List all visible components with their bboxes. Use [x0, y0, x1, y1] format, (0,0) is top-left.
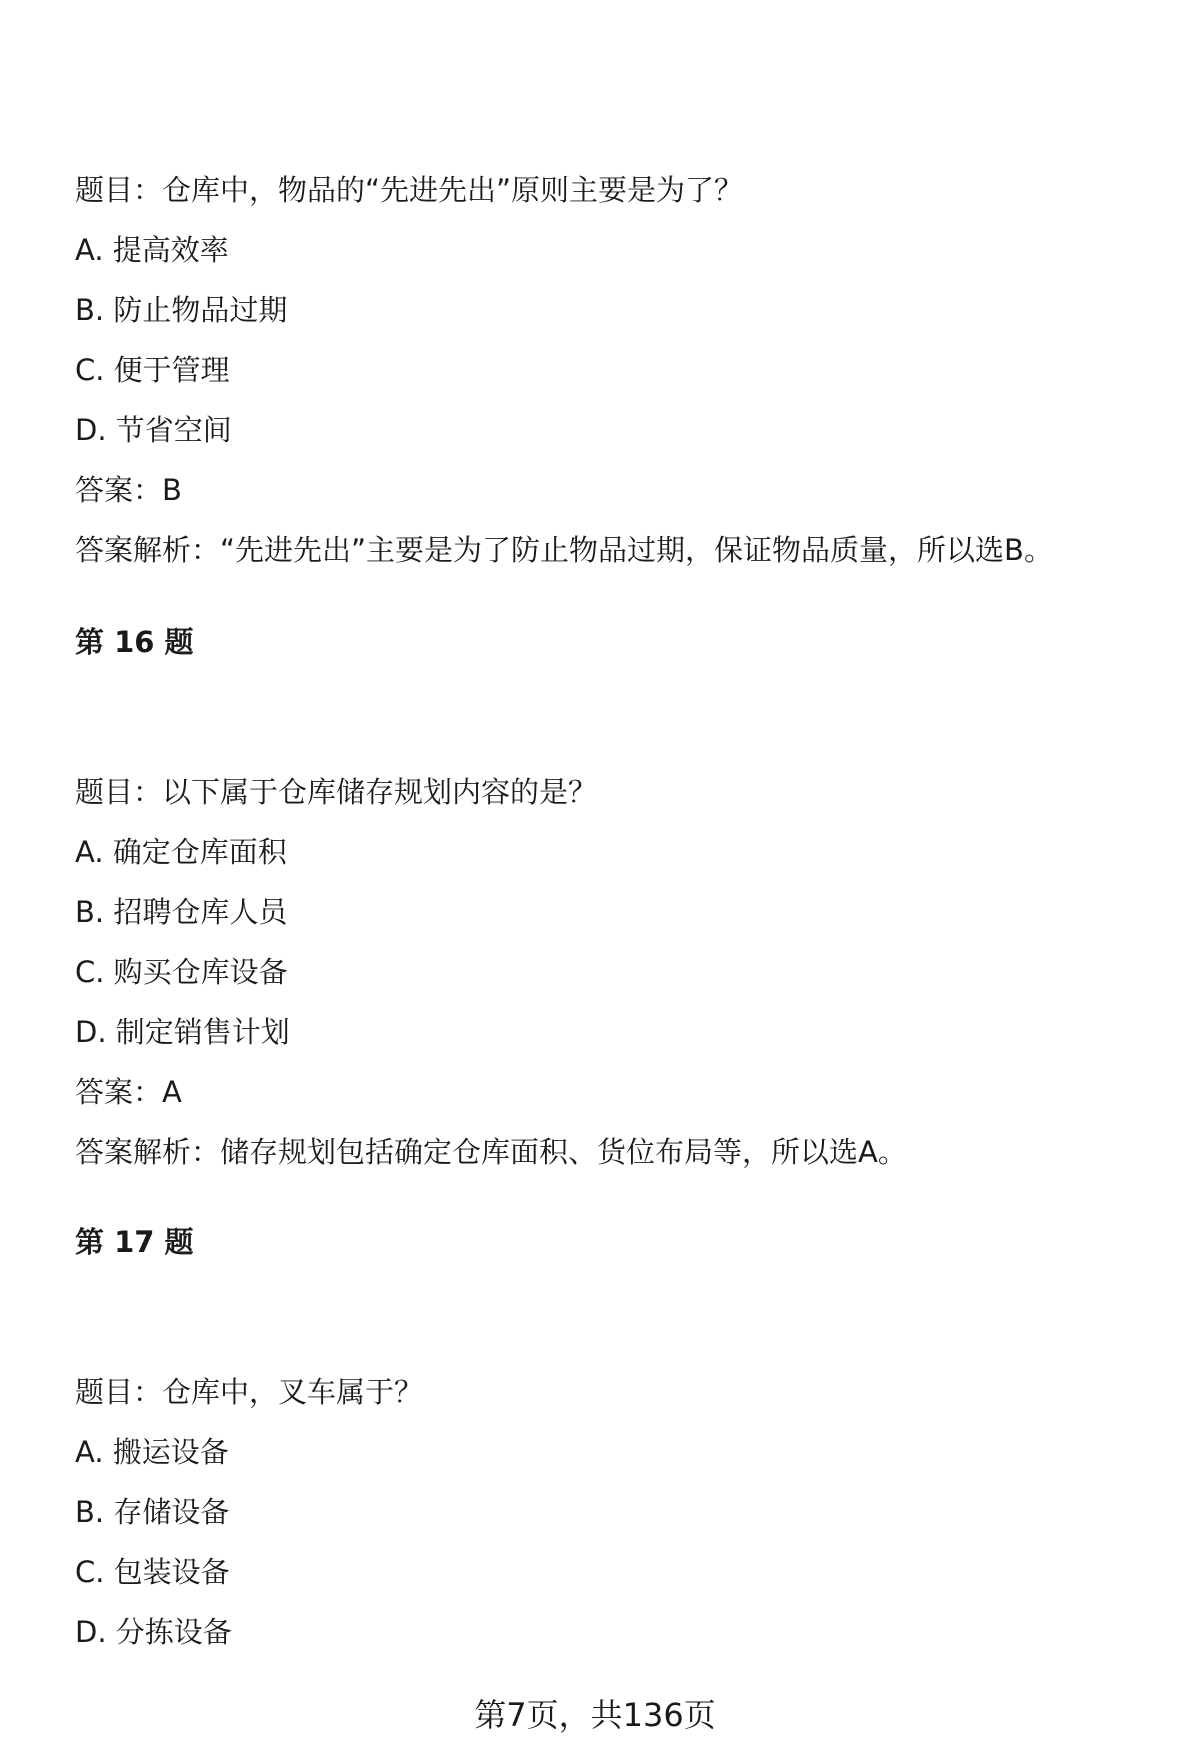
option-a: A. 提高效率 [75, 233, 229, 267]
option-b: B. 招聘仓库人员 [75, 895, 288, 929]
option-d: D. 分拣设备 [75, 1615, 232, 1649]
option-b: B. 存储设备 [75, 1495, 230, 1529]
option-b: B. 防止物品过期 [75, 293, 288, 327]
option-c: C. 包装设备 [75, 1555, 230, 1589]
answer: 答案：B [75, 473, 182, 507]
option-a: A. 搬运设备 [75, 1435, 229, 1469]
answer-analysis: 答案解析：“先进先出”主要是为了防止物品过期，保证物品质量，所以选B。 [75, 533, 1053, 567]
question-text: 题目：仓库中，物品的“先进先出”原则主要是为了？ [75, 173, 744, 207]
question-text: 题目：仓库中，叉车属于？ [75, 1375, 424, 1409]
option-d: D. 节省空间 [75, 413, 232, 447]
option-c: C. 便于管理 [75, 353, 230, 387]
option-a: A. 确定仓库面积 [75, 835, 287, 869]
page-number: 第7页，共136页 [474, 1696, 716, 1734]
answer: 答案：A [75, 1075, 182, 1109]
option-d: D. 制定销售计划 [75, 1015, 290, 1049]
question-heading: 第 16 题 [75, 625, 194, 659]
answer-analysis: 答案解析：储存规划包括确定仓库面积、货位布局等，所以选A。 [75, 1135, 907, 1169]
question-text: 题目：以下属于仓库储存规划内容的是？ [75, 775, 598, 809]
question-heading: 第 17 题 [75, 1225, 194, 1259]
option-c: C. 购买仓库设备 [75, 955, 288, 989]
